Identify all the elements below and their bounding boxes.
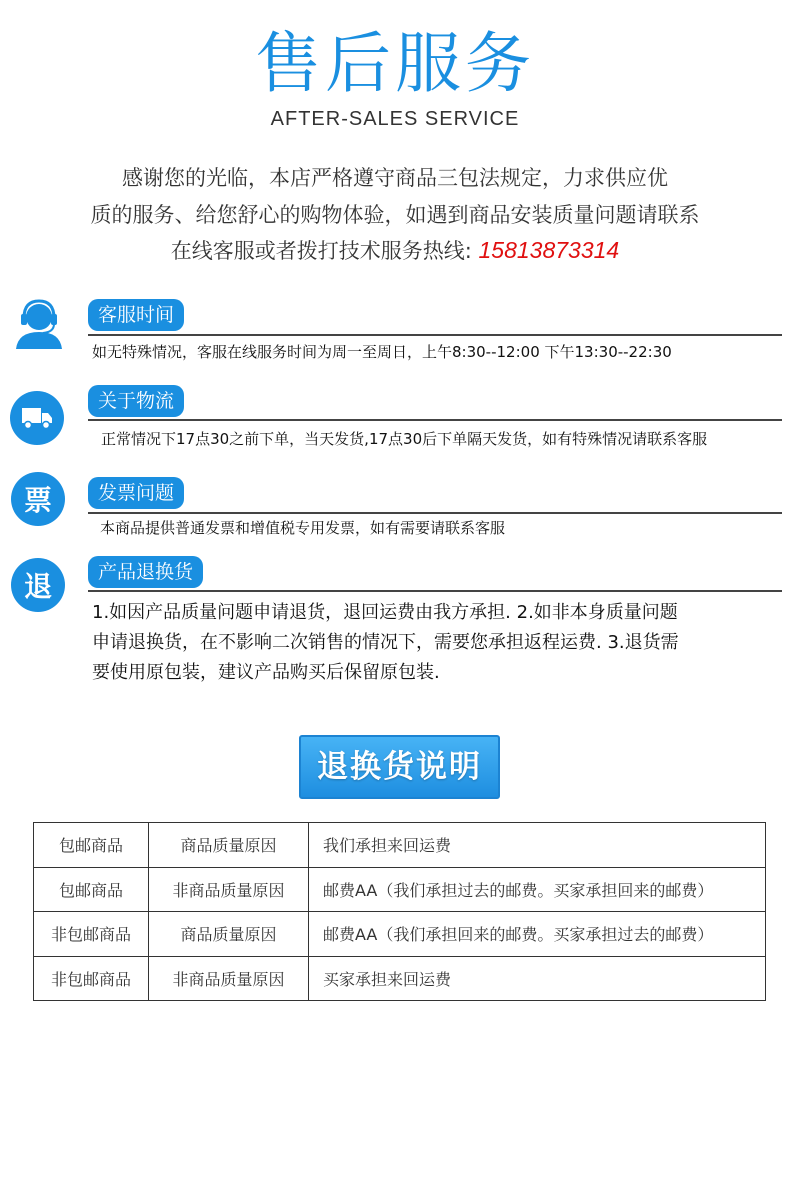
divider: [88, 419, 782, 421]
table-cell: 商品质量原因: [149, 823, 309, 868]
table-cell: 非包邮商品: [34, 912, 149, 957]
headset-agent-icon: [12, 296, 66, 350]
divider: [88, 334, 782, 336]
table-cell: 商品质量原因: [149, 912, 309, 957]
return-icon-char: 退: [23, 570, 52, 603]
returns-text-line: 要使用原包装，建议产品购买后保留原包装.: [92, 662, 440, 683]
section-title-returns: 产品退换货: [88, 556, 203, 588]
table-cell: 包邮商品: [34, 867, 149, 912]
returns-table: [33, 822, 766, 1001]
section-title-invoice: 发票问题: [88, 477, 184, 509]
hotline-label: 在线客服或者拨打技术服务热线:: [170, 239, 479, 263]
returns-text: [92, 598, 762, 688]
logistics-text: 正常情况下17点30之前下单，当天发货,17点30后下单隔天发货，如有特殊情况请联系客服: [101, 430, 708, 448]
section-title-logistics: 关于物流: [88, 385, 184, 417]
section-title-service-hours: 客服时间: [88, 299, 184, 331]
table-row: [34, 867, 766, 912]
table-row: [34, 956, 766, 1001]
return-icon: [11, 558, 65, 612]
table-cell: 非商品质量原因: [149, 867, 309, 912]
divider: [88, 512, 782, 514]
table-row: [34, 823, 766, 868]
table-cell: 我们承担来回运费: [309, 823, 766, 868]
hotline-phone: 15813873314: [478, 237, 620, 263]
page-title: 售后服务: [255, 25, 535, 102]
table-cell: 包邮商品: [34, 823, 149, 868]
table-cell: 邮费AA（我们承担回来的邮费。买家承担过去的邮费）: [309, 912, 766, 957]
service-hours-text: 如无特殊情况，客服在线服务时间为周一至周日，上午8:30--12:00 下午13:30--22:30: [92, 343, 672, 361]
table-cell: 非包邮商品: [34, 956, 149, 1001]
invoice-icon-char: 票: [23, 484, 52, 517]
intro-hotline: [0, 238, 790, 263]
table-cell: 邮费AA（我们承担过去的邮费。买家承担回来的邮费）: [309, 867, 766, 912]
returns-explanation-banner: 退换货说明: [299, 735, 500, 799]
returns-text-line: 1.如因产品质量问题申请退货，退回运费由我方承担. 2.如非本身质量问题: [92, 602, 678, 623]
invoice-icon: [11, 472, 65, 526]
divider: [88, 590, 782, 592]
intro-line: 感谢您的光临，本店严格遵守商品三包法规定，力求供应优: [122, 166, 668, 190]
intro-line: 质的服务、给您舒心的购物体验，如遇到商品安装质量问题请联系: [90, 203, 700, 227]
delivery-truck-icon: [10, 391, 64, 445]
returns-text-line: 申请退换货，在不影响二次销售的情况下，需要您承担返程运费. 3.退货需: [92, 632, 679, 653]
table-cell: 非商品质量原因: [149, 956, 309, 1001]
page-subtitle: AFTER-SALES SERVICE: [270, 108, 520, 130]
invoice-text: 本商品提供普通发票和增值税专用发票，如有需要请联系客服: [100, 519, 506, 537]
table-row: [34, 912, 766, 957]
table-cell: 买家承担来回运费: [309, 956, 766, 1001]
